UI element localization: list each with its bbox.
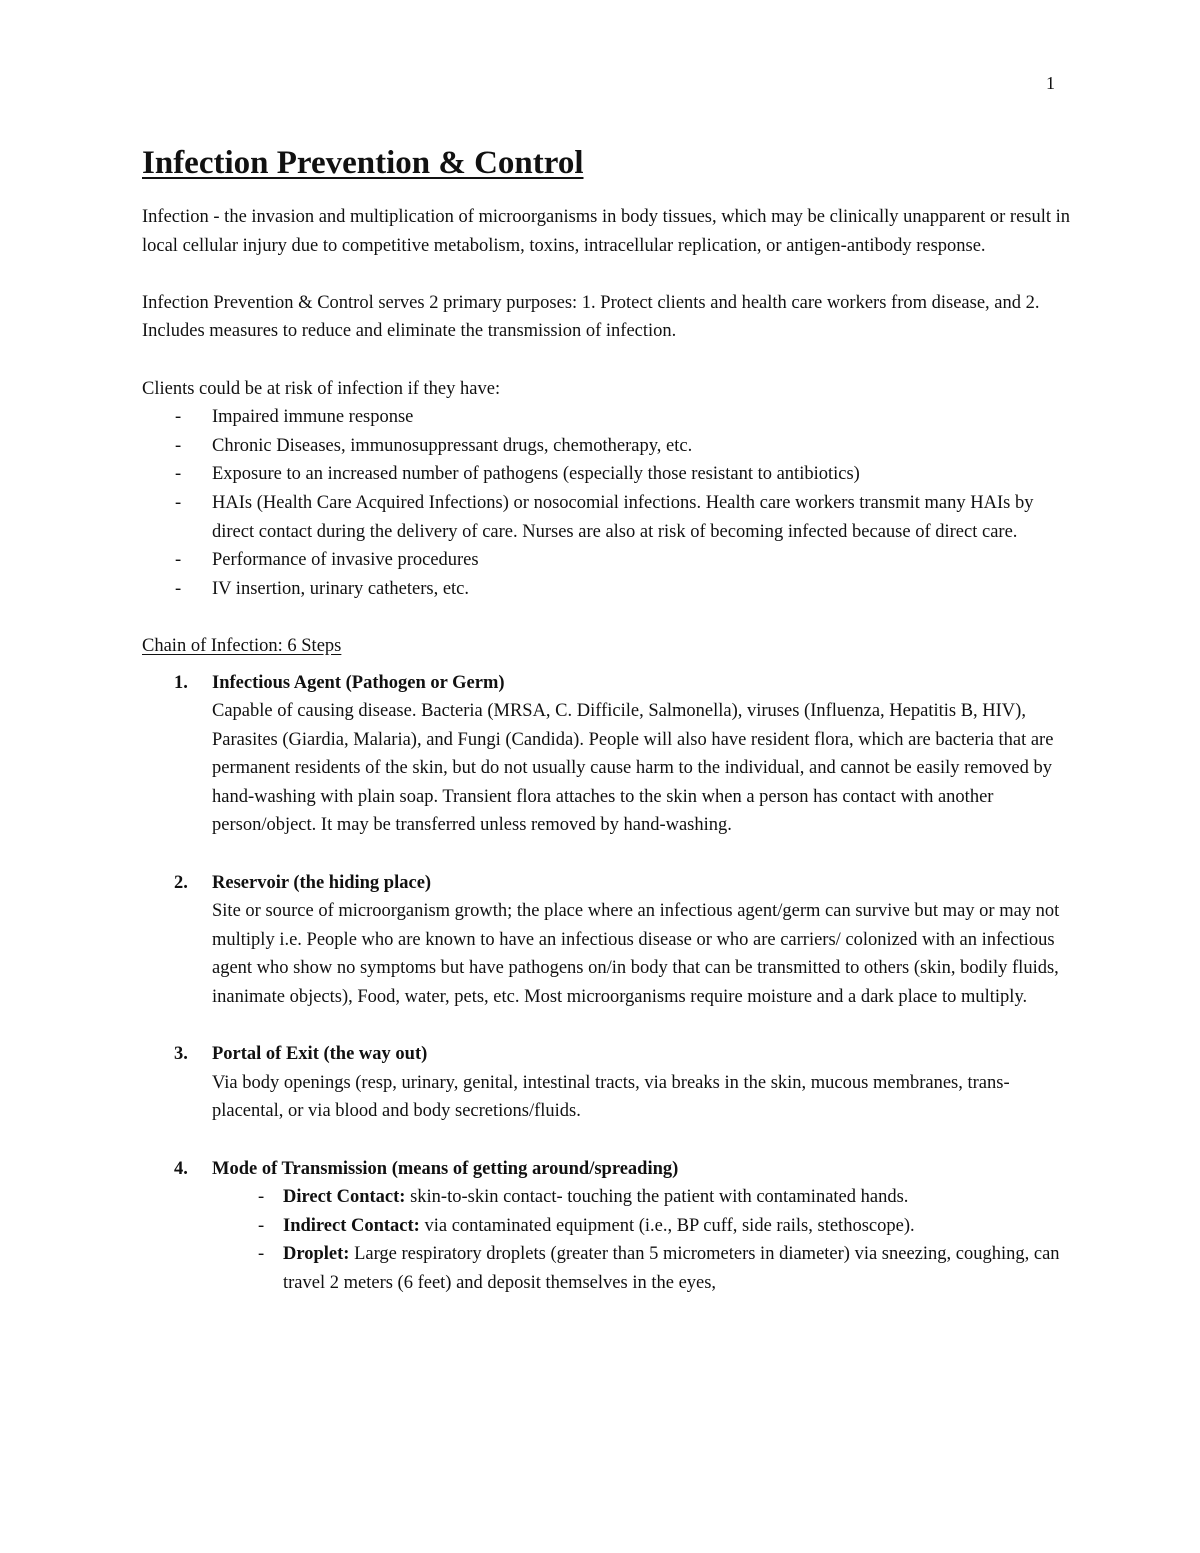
mode-term: Direct Contact: <box>283 1187 406 1208</box>
page-number: 1 <box>1046 73 1055 93</box>
list-item: - Performance of invasive procedures <box>142 546 1072 575</box>
step-title: Mode of Transmission (means of getting around/spreading) <box>212 1158 679 1179</box>
step-item <box>142 1040 1072 1126</box>
mode-text: skin-to-skin contact- touching the patient with contaminated hands. <box>405 1187 909 1208</box>
step-title: Portal of Exit (the way out) <box>212 1044 428 1065</box>
list-item: - Exposure to an increased number of pathogens (especially those resistant to antibiotics) <box>142 460 1072 489</box>
list-item: - IV insertion, urinary catheters, etc. <box>142 575 1072 604</box>
risk-factor-list <box>142 403 1072 603</box>
list-item <box>212 1240 1072 1297</box>
step-text: Via body openings (resp, urinary, genital, intestinal tracts, via breaks in the skin, mucous membranes, trans-placental, or via blood and body secretions/fluids. <box>212 1072 1010 1122</box>
mode-text: Large respiratory droplets (greater than 5 micrometers in diameter) via sneezing, coughing, can travel 2 meters (6 feet) and deposit themselves in the eyes, <box>283 1244 1060 1293</box>
step-number: 2. <box>174 872 188 893</box>
step-item <box>142 669 1072 841</box>
infection-definition: Infection - the invasion and multiplication of microorganisms in body tissues, which may be clinically unapparent or result in local cellular injury due to competitive metabolism, toxins, intracellular replication, or antigen-antibody response. <box>142 207 1071 256</box>
step-number: 1. <box>174 672 188 693</box>
list-item: - Impaired immune response <box>142 403 1072 432</box>
step-item <box>142 1155 1072 1298</box>
list-item: - HAIs (Health Care Acquired Infections) or nosocomial infections. Health care workers transmit many HAIs by direct contact during the delivery of care. Nurses are also at risk of becoming infected because of direct care. <box>142 489 1072 546</box>
step-text: Site or source of microorganism growth; the place where an infectious agent/germ can survive but may or may not multiply i.e. People who are known to have an infectious disease or who are carriers/ colonized with an infectious agent who show no symptoms but have pathogens on/in body that can be transmitted to others (skin, bodily fluids, inanimate objects), Food, water, pets, etc. Most microorganisms require moisture and a dark place to multiply. <box>212 901 1060 1008</box>
mode-term: Droplet: <box>283 1244 350 1265</box>
mode-term: Indirect Contact: <box>283 1215 420 1236</box>
transmission-mode-list <box>212 1183 1072 1297</box>
step-title: Infectious Agent (Pathogen or Germ) <box>212 672 505 693</box>
mode-text: via contaminated equipment (i.e., BP cuff, side rails, stethoscope). <box>419 1215 915 1236</box>
step-number: 4. <box>174 1158 188 1179</box>
step-number: 3. <box>174 1044 188 1065</box>
risk-intro: Clients could be at risk of infection if they have: <box>142 378 501 399</box>
list-item: - Chronic Diseases, immunosuppressant drugs, chemotherapy, etc. <box>142 432 1072 461</box>
chain-steps-list <box>142 669 1072 1298</box>
purposes-paragraph: Infection Prevention & Control serves 2 primary purposes: 1. Protect clients and health care workers from disease, and 2. Includes measures to reduce and eliminate the transmission of infection. <box>142 292 1040 342</box>
step-item <box>142 869 1072 1012</box>
list-item <box>212 1212 1072 1241</box>
step-text: Capable of causing disease. Bacteria (MRSA, C. Difficile, Salmonella), viruses (Influenza, Hepatitis B, HIV), Parasites (Giardia, Malaria), and Fungi (Candida). People will also have resident flora, which are bacteria that are permanent residents of the skin, but do not usually cause harm to the individual, and cannot be easily removed by hand-washing with plain soap. Transient flora attaches to the skin when a person has contact with another person/object. It may be transferred unless removed by hand-washing. <box>212 701 1054 836</box>
step-title: Reservoir (the hiding place) <box>212 872 432 893</box>
document-body <box>142 141 1072 1298</box>
list-item <box>212 1183 1072 1212</box>
chain-of-infection-heading: Chain of Infection: 6 Steps <box>142 635 342 656</box>
document-title: Infection Prevention & Control <box>142 145 584 181</box>
